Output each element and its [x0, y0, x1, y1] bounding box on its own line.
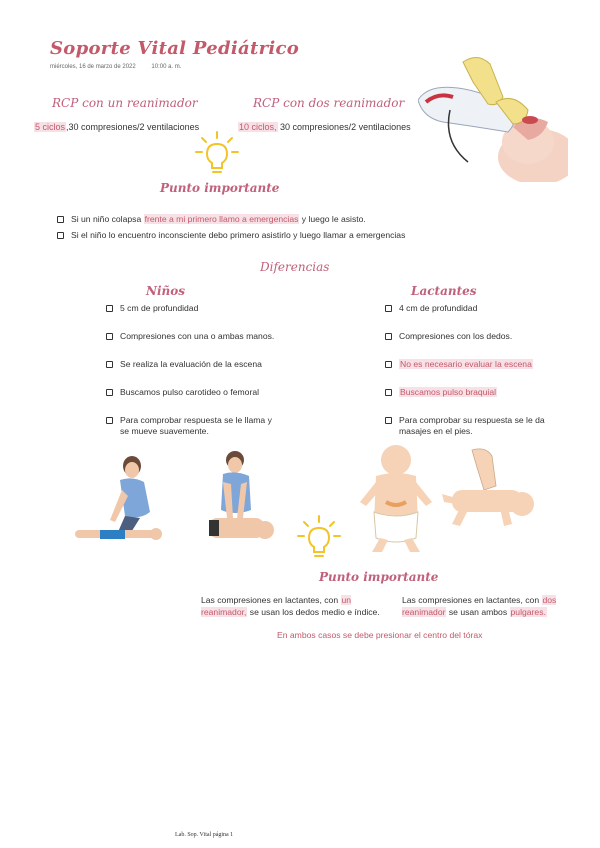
list-item	[385, 359, 560, 370]
lactantes-list	[385, 303, 560, 454]
important-right-text	[402, 594, 572, 618]
list-item: 5 cm de profundidad	[106, 303, 281, 314]
list-item: 4 cm de profundidad	[385, 303, 560, 314]
list-item: Buscamos pulso carotideo o femoral	[106, 387, 281, 398]
lightbulb-icon	[294, 514, 344, 562]
page-date	[50, 64, 195, 70]
date-time: 10:00 a. m.	[151, 64, 182, 70]
important-item: Si el niño lo encuentro inconsciente debo primero asistirlo y luego llamar a emergencias	[57, 230, 497, 241]
ninos-list	[106, 303, 281, 454]
bag-valve-mask-illustration	[418, 52, 568, 182]
page-footer: Lab. Sop. Vital página 1	[175, 832, 234, 838]
important-item	[57, 214, 497, 225]
important-left-text	[201, 594, 386, 618]
important-item-text-end: y luego le asisto.	[299, 214, 366, 224]
important-right-highlight: dos reanimador	[402, 595, 557, 617]
cpr-one-text	[34, 121, 199, 133]
important-left-pre: Las compresiones en lactantes, con	[201, 595, 341, 605]
lightbulb-icon	[192, 130, 242, 178]
cpr-one-heading: RCP con un reanimador	[52, 96, 198, 110]
list-item: Se realiza la evaluación de la escena	[106, 359, 281, 370]
cpr-two-highlight: 10 ciclos,	[239, 122, 277, 132]
important-heading-2: Punto importante	[319, 570, 439, 584]
important-heading: Punto importante	[160, 181, 280, 195]
differences-heading: Diferencias	[260, 260, 330, 274]
important-list	[57, 214, 497, 241]
page-title: Soporte Vital Pediátrico	[50, 38, 300, 59]
list-item	[385, 387, 560, 398]
list-item: Para comprobar respuesta se le llama y se mueve suavemente.	[106, 415, 281, 437]
lactantes-heading: Lactantes	[411, 284, 477, 298]
list-item: Compresiones con una o ambas manos.	[106, 331, 281, 342]
important-right-mid: se usan ambos	[446, 607, 510, 617]
important-left-highlight: un reanimador,	[201, 595, 352, 617]
infant-illustration	[356, 442, 436, 554]
list-item: Para comprobar su respuesta se le da masajes en el pies.	[385, 415, 560, 437]
child-compression-illustration	[205, 448, 280, 548]
important-right-highlight-2: pulgares.	[510, 607, 546, 617]
list-item: Compresiones con los dedos.	[385, 331, 560, 342]
ninos-heading: Niños	[146, 284, 186, 298]
important-item-text: Si un niño colapsa	[71, 214, 144, 224]
cpr-one-highlight: 5 ciclos	[35, 122, 66, 132]
important-note: En ambos casos se debe presionar el centro del tórax	[277, 630, 483, 640]
child-cpr-illustration	[70, 452, 170, 547]
infant-compression-illustration	[442, 446, 537, 531]
important-right-pre: Las compresiones en lactantes, con	[402, 595, 542, 605]
cpr-two-detail: 30 compresiones/2 ventilaciones	[277, 122, 411, 132]
list-item-highlight: No es necesario evaluar la escena	[400, 359, 532, 369]
date-day: miércoles, 16 de marzo de 2022	[50, 64, 136, 70]
important-item-highlight: frente a mi primero llamo a emergencias	[144, 214, 299, 224]
cpr-two-text	[238, 121, 411, 133]
list-item-highlight: Buscamos pulso braquial	[400, 387, 497, 397]
cpr-two-heading: RCP con dos reanimador	[253, 96, 405, 110]
important-left-post: se usan los dedos medio e índice.	[247, 607, 380, 617]
cpr-one-detail: ,30 compresiones/2 ventilaciones	[66, 122, 200, 132]
